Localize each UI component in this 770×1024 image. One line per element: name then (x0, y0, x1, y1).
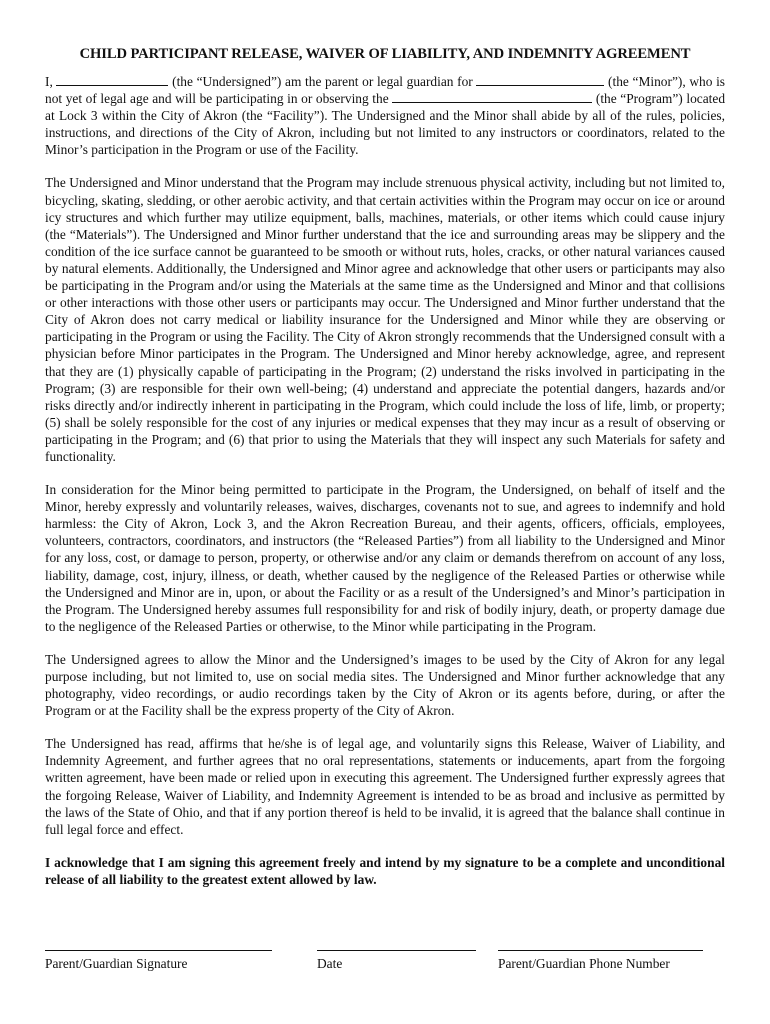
document-title: CHILD PARTICIPANT RELEASE, WAIVER OF LIABILITY, AND INDEMNITY AGREEMENT (79, 46, 691, 62)
minor-name-blank[interactable] (476, 73, 604, 86)
waiver-document (45, 44, 725, 889)
phone-line[interactable] (498, 950, 703, 951)
intro-paragraph (45, 73, 725, 158)
acknowledgement-statement: I acknowledge that I am signing this agreement freely and intend by my signature to be a complete and unconditional release of all liability to the greatest extent allowed by law. (45, 854, 725, 888)
date-line[interactable] (317, 950, 476, 951)
intro-text-2: (the “Undersigned”) am the parent or legal guardian for (168, 74, 477, 89)
phone-field[interactable] (498, 950, 703, 972)
image-use-paragraph: The Undersigned agrees to allow the Minor and the Undersigned’s images to be used by the City of Akron for any legal purpose including, but not limited to, use on social media sites. The Undersigned and Minor further acknowledge that any photography, video recordings, or audio recordings taken by the City of Akron or its agents before, during, or after the Program or at the Facility shall be the express property of the City of Akron. (45, 651, 725, 719)
signature-field[interactable] (45, 950, 272, 972)
intro-text-3: (the “Minor”), who is not yet of legal age and will be participating in or observing the (45, 74, 725, 107)
risk-paragraph: The Undersigned and Minor understand that the Program may include strenuous physical activity, including but not limited to, bicycling, skating, sledding, or other aerobic activity, and that certain activities within the Program may occur on ice or around icy structures and which further may utilize equipment, balls, machines, materials, or other items which could cause injury (the “Materials”). The Undersigned and Minor further understand that the ice and surrounding areas may be slippery and the condition of the ice surface cannot be guaranteed to be smooth or without ruts, holes, cracks, or other natural variances caused by natural elements. Additionally, the Undersigned and Minor agree and acknowledge that other users or participants may also be participating in the Program and/or using the Materials at the same time as the Undersigned and Minor and that collisions or other interactions with those other users or participants may occur. The Undersigned and Minor further understand that the City of Akron does not carry medical or liability insurance for the Undersigned and Minor while they are observing or participating in the Program or using the Facility. The City of Akron strongly recommends that the Undersigned consult with a physician before Minor participates in the Program. The Undersigned and Minor hereby acknowledge, agree, and represent that they are (1) physically capable of participating in the Program; (2) understand the risks involved in participating in the Program; (3) are responsible for their own well-being; (4) understand and appreciate the potential dangers, hazards and/or risks directly and/or indirectly inherent in participating in the Program, which could include the loss of life, limb, or property; (5) shall be solely responsible for the cost of any injuries or medical expenses that they may incur as a result of observing or participating in the Program; and (6) that prior to using the Materials that they will inspect any such Materials for safety and functionality. (45, 175, 725, 464)
undersigned-name-blank[interactable] (56, 73, 168, 86)
signature-block (45, 950, 725, 980)
intro-text-1: I, (45, 74, 57, 89)
date-label: Date (317, 956, 343, 971)
intro-text-4: (the “Program”) located at Lock 3 within the City of Akron (the “Facility”). The Undersigned and the Minor shall abide by all of the rules, policies, instructions, and directions of the City of Akron, including but not limited to any instructors or coordinators, related to the Minor’s participation in the Program or use of the Facility. (45, 91, 726, 158)
program-name-blank[interactable] (392, 90, 592, 103)
signature-label: Parent/Guardian Signature (45, 956, 188, 971)
affirmation-paragraph: The Undersigned has read, affirms that he/she is of legal age, and voluntarily signs this Release, Waiver of Liability, and Indemnity Agreement, and further agrees that no oral representations, statements or inducements, apart from the forgoing written agreement, have been made or relied upon in executing this agreement. The Undersigned further expressly agrees that the forgoing Release, Waiver of Liability, and Indemnity Agreement is intended to be as broad and inclusive as permitted by the laws of the State of Ohio, and that if any portion thereof is held to be invalid, it is agreed that the balance shall continue in full legal force and effect. (45, 736, 725, 837)
release-paragraph: In consideration for the Minor being permitted to participate in the Program, the Undersigned, on behalf of itself and the Minor, hereby expressly and voluntarily releases, waives, discharges, covenants not to sue, and agrees to indemnify and hold harmless: the City of Akron, Lock 3, and the Akron Recreation Bureau, and their agents, officers, officials, employees, volunteers, contractors, coordinators, and instructors (the “Released Parties”) from all liability to the Undersigned and Minor for any loss, cost, or damage to person, property, or otherwise and/or any claim or demands therefrom on account of any loss, liability, damage, cost, injury, illness, or death, whether caused by the negligence of the Released Parties or otherwise while the Undersigned and Minor are in, upon, or about the Facility or as a result of the Undersigned’s and Minor’s participation in the Program. The Undersigned hereby assumes full responsibility for and risk of bodily injury, death, or property damage due to the negligence of the Released Parties or otherwise, to the Minor while participating in the Program. (45, 482, 725, 634)
date-field[interactable] (317, 950, 476, 972)
signature-line[interactable] (45, 950, 272, 951)
phone-label: Parent/Guardian Phone Number (498, 956, 670, 971)
